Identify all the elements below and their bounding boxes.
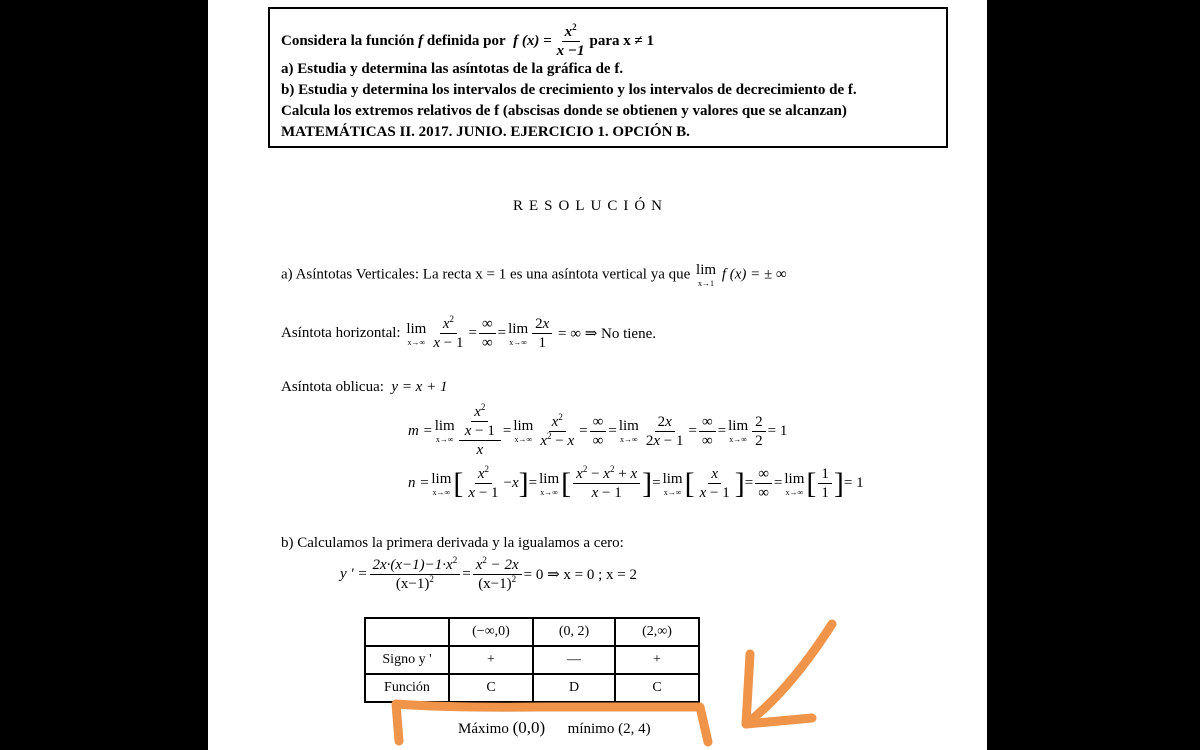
annotation-arrow-shaft	[746, 624, 832, 724]
part-b: b) Estudia y determina los intervalos de crecimiento y los intervalos de decrecimiento de f.	[281, 82, 857, 98]
derivative-den-2: (x−1)	[478, 576, 512, 592]
derivative-num-1: 2x·(x−1)−1·x	[372, 557, 453, 573]
oblique-equation: y = x + 1	[391, 379, 448, 395]
lim-word: lim	[508, 320, 529, 337]
function-condition: para x ≠ 1	[589, 32, 654, 49]
horizontal-asymptote-line: Asíntota horizontal: lim x→∞ $\frac{x^2}{x - 1}$ = $\frac{\infty}{\infty}$ = lim x→∞ $\frac{2x}{1}$ = ∞ ⇒ No tiene.	[281, 314, 657, 351]
m-computation: m = lim x→∞ $\frac{\frac{x^2}{x - 1}}{x}$ = lim x→∞ $\frac{x^2}{x^2 - x}$ = $\frac{\infty}{\infty}$ = lim x→∞ $\frac{2x}{2x - 1}$ = $\frac{\infty}{\infty}$ = lim x→∞ $\frac{2}{2}$ = 1	[408, 402, 788, 458]
lim-word: lim	[539, 470, 560, 487]
table-cell: (−∞,0)	[449, 618, 533, 646]
min-label: mínimo	[567, 721, 615, 737]
m-fraction-3: $\frac{2x}{2x - 1}$	[645, 413, 684, 449]
max-point: (0,0)	[512, 718, 546, 737]
part-b-extrema: Calcula los extremos relativos de f (abscisas donde se obtienen y valores que se alcanzan)	[281, 103, 847, 119]
lim-word: lim	[434, 418, 455, 434]
h-fraction-1: $\frac{x^2}{x - 1}$	[433, 314, 464, 351]
intro-prefix: Considera la función	[281, 32, 415, 49]
lim-word: lim	[784, 470, 805, 487]
n-fraction-4: $\frac{1}{1}$	[818, 465, 832, 502]
table-cell: Signo y '	[365, 646, 449, 674]
min-point: (2, 4)	[618, 721, 651, 737]
m-fraction-4: $\frac{2}{2}$	[752, 413, 766, 450]
m-compound-fraction: $\frac{\frac{x^2}{x - 1}}{x}$	[459, 403, 501, 459]
derivative-num-2: x	[475, 557, 483, 573]
table-cell: D	[533, 674, 615, 702]
derivative-result: = 0 ⇒ x = 0 ; x = 2	[523, 567, 638, 583]
function-lhs: f (x) =	[513, 32, 552, 49]
lim-word: lim	[728, 418, 749, 434]
table-cell: C	[615, 674, 699, 702]
part-a: a) Estudia y determina las asíntotas de la gráfica de f.	[281, 61, 624, 77]
lim-sub: x→∞	[407, 337, 426, 347]
lim-word: lim	[406, 320, 427, 337]
n-fraction-3: $\frac{x}{x - 1}$	[699, 466, 730, 501]
derivative-equation: y ' = $\frac{2x\cdot(x-1)-1\cdot x^2}{(x-1)^2}$ = $\frac{x^2 - 2x}{(x-1)^2}$ = 0 ⇒ x = 0 ; x = 2	[340, 555, 638, 592]
h-fraction-2: $\frac{2x}{1}$	[532, 315, 552, 352]
derivative-lhs: y ' =	[340, 566, 368, 582]
m-fraction-2: $\frac{x^2}{x^2 - x}$	[540, 411, 575, 449]
vertical-asymptote-text: a) Asíntotas Verticales: La recta x = 1 es una asíntota vertical ya que	[281, 266, 691, 283]
lim-sub: x→1	[698, 279, 715, 288]
h-fraction-inf: $\frac{\infty}{\infty}$	[479, 315, 496, 352]
table-cell: Función	[365, 674, 449, 702]
lim-word: lim	[513, 418, 534, 434]
table-cell: (2,∞)	[615, 618, 699, 646]
lim-sub: x→∞	[663, 487, 682, 497]
derivative-text: b) Calculamos la primera derivada y la igualamos a cero:	[281, 535, 624, 551]
derivative-den-1: (x−1)	[395, 576, 430, 592]
n-computation: n = lim x→∞ [ $\frac{x^2}{x - 1}$ − x ] = lim x→∞ [ $\frac{x^2 - x^2 + x}{x - 1}$ ] = lim x→∞ [ $\frac{x}{x - 1}$ ] = $\frac{\infty}{\infty}$ = lim x→∞ [ $\frac{1}{1}$ ] = 1	[408, 464, 864, 501]
lim-word: lim	[618, 418, 639, 434]
table-cell: (0, 2)	[533, 618, 615, 646]
lim-sub: x→∞	[514, 435, 533, 444]
intro-mid: definida por	[426, 32, 506, 49]
annotation-bracket	[396, 704, 708, 742]
n-fraction-2: $\frac{x^2 - x^2 + x}{x - 1}$	[573, 465, 640, 502]
table-cell: +	[615, 646, 699, 674]
max-label: Máximo	[458, 721, 509, 737]
n-fraction-1: $\frac{x^2}{x - 1}$	[468, 464, 499, 501]
intro-f: f	[418, 32, 424, 49]
function-denominator: x −1	[556, 42, 585, 59]
vertical-limit-result: f (x) = ± ∞	[721, 266, 787, 283]
lim-sub: x→∞	[785, 487, 804, 497]
n-fraction-inf: $\frac{\infty}{\infty}$	[755, 465, 772, 502]
resolution-title: RESOLUCIÓN	[513, 198, 669, 214]
table-cell: —	[533, 646, 615, 674]
table-cell: C	[449, 674, 533, 702]
lim-word: lim	[696, 262, 717, 278]
oblique-label: Asíntota oblicua:	[281, 379, 384, 395]
lim-sub: x→∞	[729, 435, 747, 444]
function-numerator: x	[564, 23, 573, 40]
lim-word: lim	[431, 470, 452, 487]
derivative-num-2-tail: − 2x	[486, 557, 519, 573]
lim-sub: x→∞	[435, 435, 454, 444]
m-fraction-inf-2: $\frac{\infty}{\infty}$	[699, 413, 716, 450]
derivative-fraction-1: $\frac{2x\cdot(x-1)-1\cdot x^2}{(x-1)^2}$	[370, 556, 461, 593]
exam-source: MATEMÁTICAS II. 2017. JUNIO. EJERCICIO 1. OPCIÓN B.	[281, 124, 690, 140]
derivative-fraction-2: $\frac{x^2 - 2x}{(x-1)^2}$	[473, 556, 522, 593]
lim-sub: x→∞	[619, 435, 638, 444]
lim-word: lim	[662, 470, 683, 487]
m-fraction-inf-1: $\frac{\infty}{\infty}$	[590, 413, 607, 450]
lim-sub: x→∞	[540, 487, 558, 497]
m-label: m =	[408, 422, 433, 439]
lim-sub: x→∞	[509, 337, 527, 347]
horizontal-label: Asíntota horizontal:	[281, 325, 401, 341]
table-cell: +	[449, 646, 533, 674]
horizontal-conclusion: = ∞ ⇒ No tiene.	[558, 326, 657, 342]
function-numerator-exp: 2	[572, 21, 577, 32]
lim-sub: x→∞	[432, 487, 451, 497]
n-label: n =	[408, 475, 430, 491]
